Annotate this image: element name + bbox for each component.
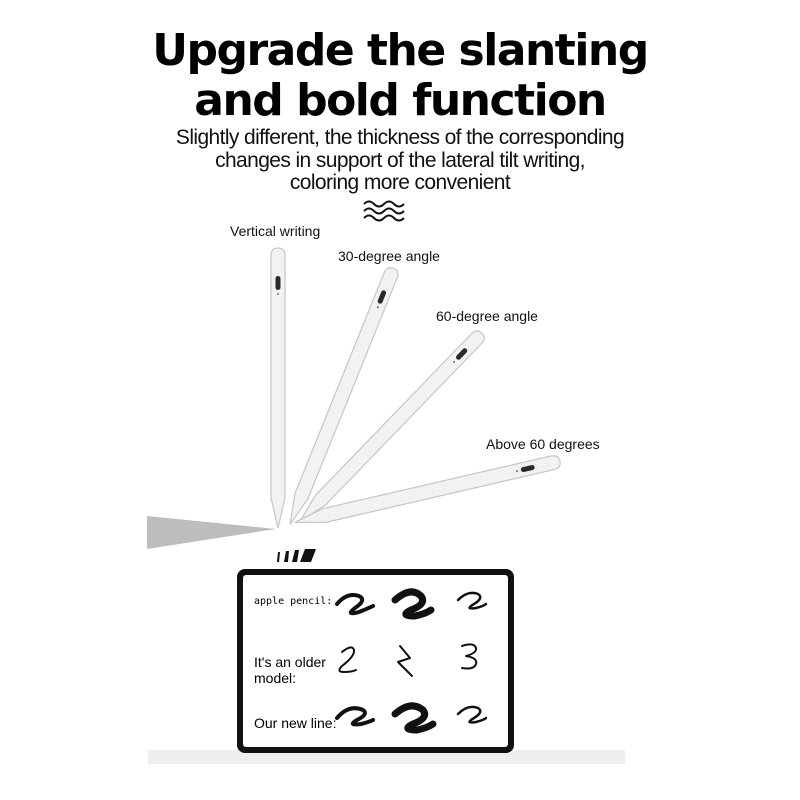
row-label-older-model-line-2: model:	[254, 670, 297, 686]
row-label-older-model-line-1: It's an older	[254, 654, 326, 670]
stroke-thickness-icon	[277, 549, 316, 562]
pencil-vertical	[271, 248, 285, 528]
row-label-new-line: Our new line:	[254, 715, 337, 731]
tablet-frame	[148, 569, 625, 764]
tilt-shadow	[147, 516, 276, 549]
row-label-older-model	[254, 654, 326, 686]
wave-divider-icon	[364, 202, 404, 221]
subtitle-line-3: coloring more convenient	[289, 171, 511, 194]
label-60-degree: 60-degree angle	[436, 308, 538, 324]
label-vertical-writing: Vertical writing	[230, 223, 321, 239]
subtitle-line-1: Slightly different, the thickness of the corresponding	[175, 126, 625, 149]
label-30-degree: 30-degree angle	[338, 248, 440, 264]
label-above-60: Above 60 degrees	[486, 436, 600, 452]
subtitle-line-2: changes in support of the lateral tilt writing,	[215, 149, 585, 172]
headline-line-1: Upgrade the slanting	[152, 25, 648, 76]
headline-line-2: and bold function	[194, 75, 606, 126]
row-label-apple-pencil: apple pencil:	[254, 596, 333, 607]
